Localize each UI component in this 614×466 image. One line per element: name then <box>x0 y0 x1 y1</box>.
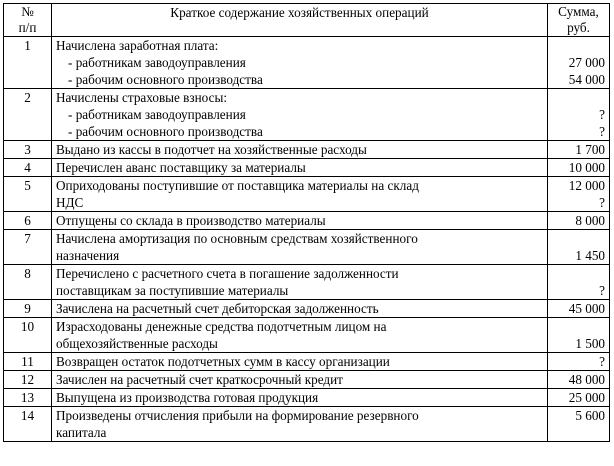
description-line: Зачислена на расчетный счет дебиторская задолженность <box>56 301 379 316</box>
operation-sum <box>548 89 610 141</box>
operation-sum <box>548 141 610 159</box>
sum-line: ? <box>599 107 605 122</box>
sum-line <box>552 318 605 335</box>
sum-line: 12 000 <box>568 178 605 193</box>
header-row <box>4 4 610 37</box>
table-row <box>4 159 610 177</box>
operation-description <box>52 265 548 300</box>
operation-sum <box>548 37 610 89</box>
description-line: Произведены отчисления прибыли на формирование резервного <box>56 408 419 423</box>
description-line: Начислена амортизация по основным средствам хозяйственного <box>56 231 418 246</box>
operation-sum <box>548 265 610 300</box>
table-row <box>4 212 610 230</box>
operation-description <box>52 89 548 141</box>
operation-description <box>52 300 548 318</box>
table-row <box>4 177 610 212</box>
sum-line <box>552 89 605 106</box>
operation-description <box>52 318 548 353</box>
row-number: 11 <box>4 353 52 371</box>
description-line: НДС <box>56 195 84 210</box>
header-sum-line: Сумма, <box>558 4 599 19</box>
description-line: капитала <box>56 425 107 440</box>
description-line: Начислены страховые взносы: <box>56 90 227 105</box>
description-line: - рабочим основного производства <box>68 72 263 87</box>
sum-line: ? <box>599 124 605 139</box>
operation-sum <box>548 353 610 371</box>
description-line: Выдано из кассы в подотчет на хозяйственные расходы <box>56 142 367 157</box>
row-number: 3 <box>4 141 52 159</box>
operation-description <box>52 353 548 371</box>
row-number: 4 <box>4 159 52 177</box>
operation-description <box>52 159 548 177</box>
description-line: Израсходованы денежные средства подотчетным лицом на <box>56 319 387 334</box>
operation-sum <box>548 371 610 389</box>
description-line: Оприходованы поступившие от поставщика материалы на склад <box>56 178 419 193</box>
description-line: Отпущены со склада в производство материалы <box>56 213 326 228</box>
description-line: назначения <box>56 248 120 263</box>
row-number: 2 <box>4 89 52 141</box>
table-row <box>4 141 610 159</box>
table-row <box>4 37 610 89</box>
sum-line: 25 000 <box>568 390 605 405</box>
row-number: 9 <box>4 300 52 318</box>
operation-description <box>52 177 548 212</box>
operation-sum <box>548 230 610 265</box>
row-number: 14 <box>4 407 52 442</box>
row-number: 6 <box>4 212 52 230</box>
header-description: Краткое содержание хозяйственных операций <box>52 4 548 37</box>
operation-description <box>52 212 548 230</box>
sum-line: 54 000 <box>568 72 605 87</box>
description-line: Возвращен остаток подотчетных сумм в кассу организации <box>56 354 390 369</box>
row-number: 12 <box>4 371 52 389</box>
header-sum <box>548 4 610 37</box>
sum-line: 1 450 <box>575 248 605 263</box>
description-line: Выпущена из производства готовая продукция <box>56 390 319 405</box>
header-sum-line: руб. <box>567 20 590 35</box>
table-row <box>4 89 610 141</box>
sum-line: 48 000 <box>568 372 605 387</box>
row-number: 8 <box>4 265 52 300</box>
sum-line: ? <box>599 283 605 298</box>
sum-line: 10 000 <box>568 160 605 175</box>
operation-sum <box>548 212 610 230</box>
sum-line: ? <box>599 195 605 210</box>
description-line: общехозяйственные расходы <box>56 336 218 351</box>
operation-sum <box>548 300 610 318</box>
sum-line: 45 000 <box>568 301 605 316</box>
operation-sum <box>548 407 610 442</box>
row-number: 1 <box>4 37 52 89</box>
operations-table <box>3 3 610 442</box>
operation-description <box>52 371 548 389</box>
table-row <box>4 318 610 353</box>
sum-line: 1 500 <box>575 336 605 351</box>
description-line: Зачислен на расчетный счет краткосрочный кредит <box>56 372 343 387</box>
description-line: Перечислен аванс поставщику за материалы <box>56 160 306 175</box>
description-line: - работникам заводоуправления <box>68 107 246 122</box>
sum-line <box>552 265 605 282</box>
sum-line <box>552 37 605 54</box>
operation-sum <box>548 159 610 177</box>
sum-line: ? <box>599 354 605 369</box>
row-number: 7 <box>4 230 52 265</box>
row-number: 13 <box>4 389 52 407</box>
sum-line: 8 000 <box>575 213 605 228</box>
table-row <box>4 265 610 300</box>
sum-line <box>552 230 605 247</box>
row-number: 5 <box>4 177 52 212</box>
description-line: - работникам заводоуправления <box>68 55 246 70</box>
table-row <box>4 230 610 265</box>
description-line: Перечислено с расчетного счета в погашение задолженности <box>56 266 399 281</box>
table-row <box>4 371 610 389</box>
operation-sum <box>548 318 610 353</box>
description-line: - рабочим основного производства <box>68 124 263 139</box>
table-row <box>4 353 610 371</box>
operation-description <box>52 389 548 407</box>
header-number-line: № <box>21 4 34 19</box>
table-row <box>4 300 610 318</box>
header-number-line: п/п <box>18 20 37 35</box>
operation-description <box>52 230 548 265</box>
table-row <box>4 407 610 442</box>
sum-line: 1 700 <box>575 142 605 157</box>
operation-description <box>52 407 548 442</box>
row-number: 10 <box>4 318 52 353</box>
sum-line: 5 600 <box>575 408 605 423</box>
table-body <box>4 37 610 442</box>
operation-sum <box>548 389 610 407</box>
operation-description <box>52 141 548 159</box>
header-number <box>4 4 52 37</box>
operation-sum <box>548 177 610 212</box>
description-line: Начислена заработная плата: <box>56 38 219 53</box>
table-row <box>4 389 610 407</box>
sum-line: 27 000 <box>568 55 605 70</box>
operation-description <box>52 37 548 89</box>
description-line: поставщикам за поступившие материалы <box>56 283 289 298</box>
